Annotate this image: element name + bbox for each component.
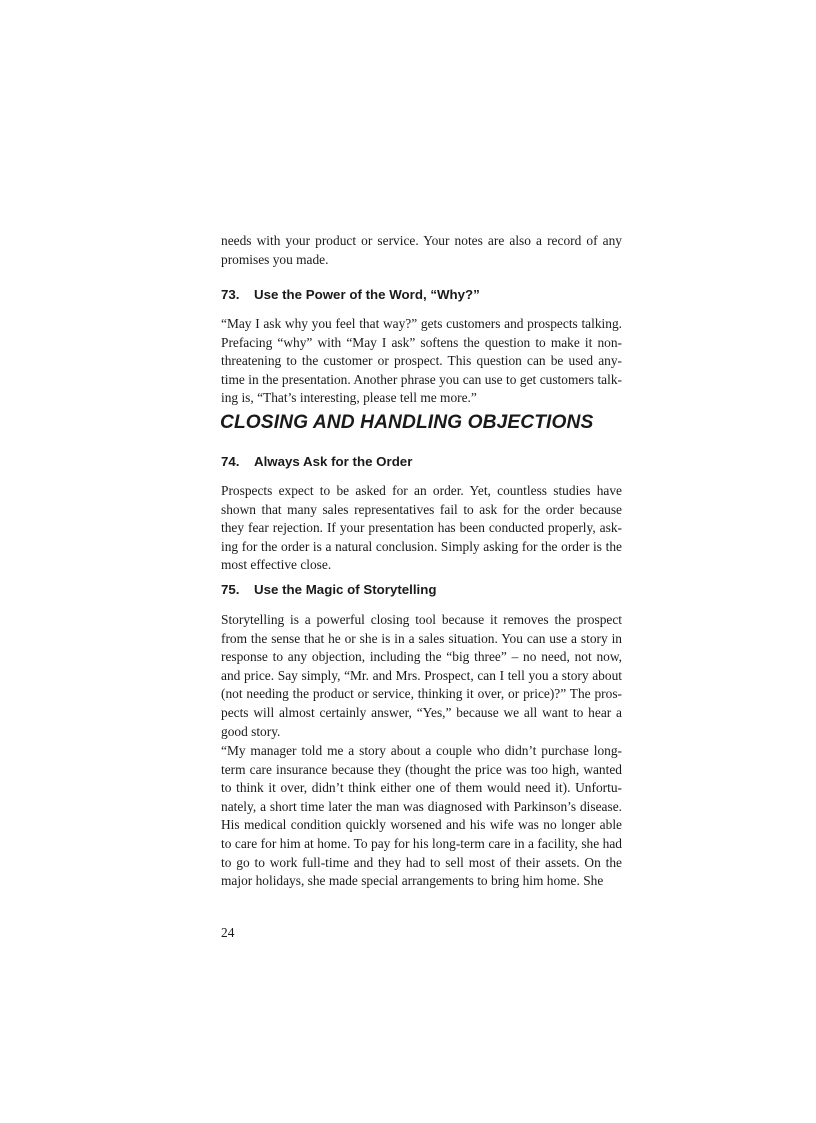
tip-74-paragraph: Prospects expect to be asked for an order. Yet, countless studies have shown that many sales representatives fail to ask for the order because they fear rejection. If your presentation has been conducted properly, ask-ing for the order is a natural conclusion. Simply asking for the order is the most effective close. xyxy=(221,483,622,573)
tip-74-heading xyxy=(221,454,622,469)
tip-75-paragraph-2: “My manager told me a story about a couple who didn’t purchase long-term care insurance because they (thought the price was too high, wanted to think it over, didn’t think either one of them would need it). Unfortu-nately, a short time later the man was diagnosed with Parkinson’s disease. His medical condition quickly worsened and his wife was no longer able to care for him at home. To pay for his long-term care in a facility, she had to go to work full-time and they had to sell most of their assets. On the major holidays, she made special arrangements to bring him home. She xyxy=(221,743,622,889)
tip-73-title: Use the Power of the Word, “Why?” xyxy=(254,287,480,302)
tip-74-title: Always Ask for the Order xyxy=(254,454,413,469)
intro-paragraph: needs with your product or service. Your notes are also a record of any promises you made. xyxy=(221,233,622,267)
tip-75-number: 75. xyxy=(221,582,240,597)
tip-75-paragraph-1: Storytelling is a powerful closing tool because it removes the prospect from the sense that he or she is in a sales situation. You can use a story in response to any objection, including the “big three” – no need, not now, and price. Say simply, “Mr. and Mrs. Prospect, can I tell you a story about (not needing the product or service, thinking it over, or price)?” The pros-pects will almost certainly answer, “Yes,” because we all want to hear a good story. xyxy=(221,612,622,739)
tip-75-heading xyxy=(221,582,622,597)
tip-73-heading xyxy=(221,287,622,302)
tip-73-paragraph: “May I ask why you feel that way?” gets customers and prospects talking. Prefacing “why” with “May I ask” softens the question to make it non-threatening to the customer or prospect. This question can be used any-time in the presentation. Another phrase you can use to get customers talk-ing is, “That’s interesting, please tell me more.” xyxy=(221,316,622,406)
tip-74-number: 74. xyxy=(221,454,240,469)
page-number: 24 xyxy=(221,925,235,940)
tip-73-number: 73. xyxy=(221,287,240,302)
section-title: CLOSING AND HANDLING OBJECTIONS xyxy=(220,412,594,433)
tip-75-title: Use the Magic of Storytelling xyxy=(254,582,437,597)
